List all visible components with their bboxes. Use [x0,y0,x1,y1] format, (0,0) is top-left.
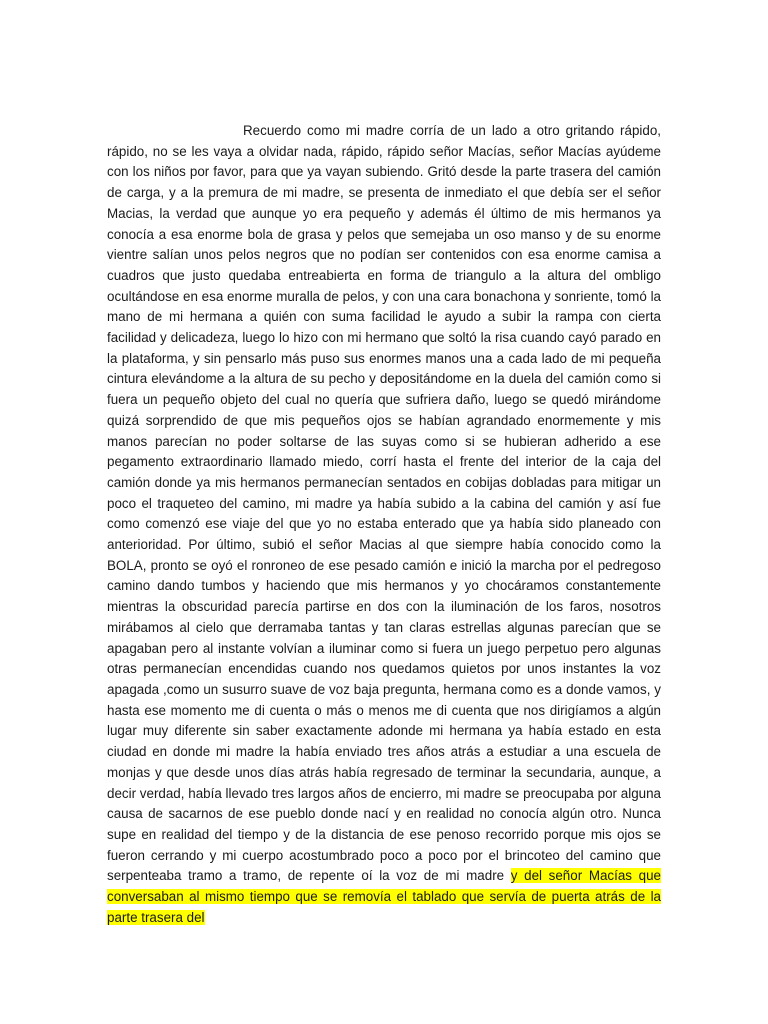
body-paragraph [107,121,661,928]
highlighted-text: y del señor Macías que conversaban al mismo tiempo que se removía el tablado que servía de puerta atrás de la parte trasera del [107,868,661,925]
paragraph-text: Recuerdo como mi madre corría de un lado a otro gritando rápido, rápido, no se les vaya a olvidar nada, rápido, rápido señor Macías, señor Macías ayúdeme con los niños por favor, para que ya vayan subiendo. Gritó desde la parte trasera del camión de carga, y a la premura de mi madre, se presenta de inmediato el que debía ser el señor Macias, la verdad que aunque yo era pequeño y además él último de mis hermanos ya conocía a esa enorme bola de grasa y pelos que semejaba un oso manso y de su enorme vientre salían unos pelos negros que no podían ser contenidos con esa enorme camisa a cuadros que justo quedaba entreabierta en forma de triangulo a la altura del ombligo ocultándose en esa enorme muralla de pelos, y con una cara bonachona y sonriente, tomó la mano de mi hermana a quién con suma facilidad le ayudo a subir la rampa con cierta facilidad y delicadeza, luego lo hizo con mi hermano que soltó la risa cuando cayó parado en la plataforma, y sin pensarlo más puso sus enormes manos una a cada lado de mi pequeña cintura elevándome a la altura de su pecho y depositándome en la duela del camión como si fuera un pequeño objeto del cual no quería que sufriera daño, luego se quedó mirándome quizá sorprendido de que mis pequeños ojos se habían agrandado enormemente y mis manos parecían no poder soltarse de las suyas como si se hubieran adherido a ese pegamento extraordinario llamado miedo, corrí hasta el frente del interior de la caja del camión donde ya mis hermanos permanecían sentados en cobijas dobladas para mitigar un poco el traqueteo del camino, mi madre ya había subido a la cabina del camión y así fue como comenzó ese viaje del que yo no estaba enterado que ya había sido planeado con anterioridad. Por último, subió el señor Macias al que siempre había conocido como la BOLA, pronto se oyó el ronroneo de ese pesado camión e inició la marcha por el pedregoso camino dando tumbos y haciendo que mis hermanos y yo chocáramos constantemente mientras la obscuridad parecía partirse en dos con la iluminación de los faros, nosotros mirábamos al cielo que derramaba tantas y tan claras estrellas algunas parecían que se apagaban pero al instante volvían a iluminar como si fuera un juego perpetuo pero algunas otras permanecían encendidas cuando nos quedamos quietos por unos instantes la voz apagada ,como un susurro suave de voz baja pregunta, hermana como es a donde vamos, y hasta ese momento me di cuenta o más o menos me di cuenta que nos dirigíamos a algún lugar muy diferente sin saber exactamente adonde mi hermana ya había estado en esta ciudad en donde mi madre la había enviado tres años atrás a estudiar a una escuela de monjas y que desde unos días atrás había regresado de terminar la secundaria, aunque, a decir verdad, había llevado tres largos años de encierro, mi madre se preocupaba por alguna causa de sacarnos de ese pueblo donde nací y en realidad no conocía algún otro. Nunca supe en realidad del tiempo y de la distancia de ese penoso recorrido porque mis ojos se fueron cerrando y mi cuerpo acostumbrado poco a poco por el brincoteo del camino que serpenteaba tramo a tramo, de repente oí la voz de mi madre [107,123,661,884]
